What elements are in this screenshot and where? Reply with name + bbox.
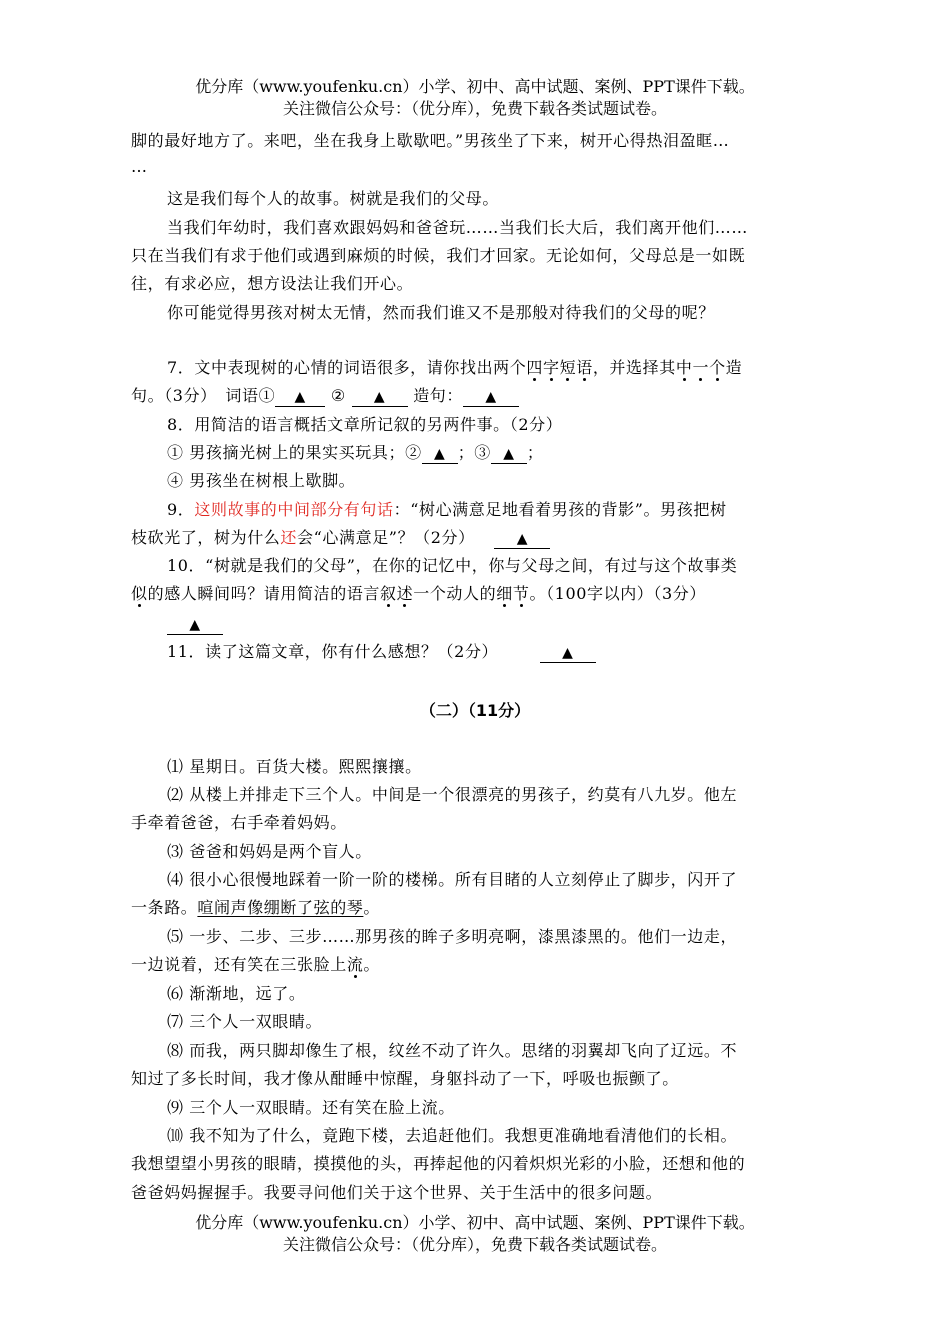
q9-highlight: 这则故事的中间部分有句话: [194, 500, 394, 519]
paragraph-6: ⑹ 渐渐地，远了。: [167, 984, 306, 1003]
story-line-6: 往，有求必应，想方设法让我们开心。: [131, 274, 414, 293]
footer-line-2: 关注微信公众号：（优分库），免费下载各类试题试卷。: [282, 1235, 667, 1254]
question-9-line-1: [167, 498, 727, 522]
emphasis-dot-char: 个: [709, 358, 726, 377]
q7-line2-a: 句。（3分） 词语①: [131, 386, 276, 405]
q9-rest: ：“树心满意足地看着男孩的背影”。男孩把树: [393, 500, 727, 519]
section-2-title: （二）（11分）: [419, 701, 531, 720]
paragraph-5-line-2: [131, 953, 380, 977]
paragraph-9: ⑼ 三个人一双眼睛。还有笑在脸上流。: [167, 1098, 455, 1117]
emphasis-dot-char: 短: [559, 358, 577, 377]
question-10-line-2: [131, 582, 706, 606]
question-7-line-1: [167, 356, 742, 380]
emphasis-dot-char: 字: [543, 358, 560, 377]
q10-emph-xijie: [496, 584, 529, 603]
paragraph-10-line-3: 爸爸妈妈握握手。我要寻问他们关于这个世界、关于生活中的很多问题。: [131, 1183, 663, 1202]
emphasis-dot-char: 中: [675, 358, 693, 377]
p4-underlined-sentence: 喧闹声像绷断了弦的琴: [197, 898, 364, 917]
story-line-5: 只在当我们有求于他们或遇到麻烦的时候，我们才回家。无论如何，父母总是一如既: [131, 246, 746, 265]
paragraph-8-line-1: ⑻ 而我，两只脚却像生了根，纹丝不动了许久。思绪的羽翼却飞向了辽远。不: [167, 1041, 738, 1060]
question-10-line-1: [167, 554, 737, 578]
q10-l2f: 。（100字以内）（3分）: [529, 584, 706, 603]
q9-l2-highlight: 还: [280, 528, 298, 547]
paragraph-2-line-2: 手牵着爸爸，右手牵着妈妈。: [131, 813, 347, 832]
paragraph-1: ⑴ 星期日。百货大楼。熙熙攘攘。: [167, 757, 422, 776]
question-7-line-2: [131, 384, 519, 408]
q8-end: ；: [526, 443, 544, 462]
paragraph-10-line-1: ⑽ 我不知为了什么，竟跑下楼，去追赶他们。我想更准确地看清他们的长相。: [167, 1126, 738, 1145]
p5-emph-liu: 流: [346, 955, 364, 974]
q7-keyword-one: [676, 358, 726, 377]
paragraph-4-line-1: ⑷ 很小心很慢地踩着一阶一阶的楼梯。所有目睹的人立刻停止了脚步，闪开了: [167, 870, 738, 889]
q11-prompt: 11．读了这篇文章，你有什么感想？（2分）: [167, 642, 499, 661]
paragraph-7: ⑺ 三个人一双眼睛。: [167, 1012, 323, 1031]
q7-sentence-blank[interactable]: ▲: [463, 388, 519, 407]
q7-line2-b: ②: [330, 386, 346, 405]
emphasis-dot-char: 节: [512, 584, 530, 603]
emphasis-dot-char: 语: [576, 358, 593, 377]
q7-keyword-four-char: [526, 358, 592, 377]
q8-blank-2[interactable]: ▲: [422, 445, 458, 464]
question-9-line-2: [131, 526, 550, 550]
paragraph-10-line-2: 我想望望小男孩的眼睛，摸摸他的头，再捧起他的闪着炽炽光彩的小脸，还想和他的: [131, 1154, 746, 1173]
q7-word2-blank[interactable]: ▲: [352, 388, 408, 407]
q10-emph-xushu: [380, 584, 413, 603]
paragraph-8-line-2: 知过了多长时间，我才像从酣睡中惊醒，身躯抖动了一下，呼吸也振颤了。: [131, 1069, 679, 1088]
story-line-2: …: [131, 157, 148, 176]
q9-l2a: 枝砍光了，树为什么: [131, 528, 281, 547]
q11-answer-blank[interactable]: ▲: [540, 644, 596, 663]
question-11-line: [167, 640, 596, 664]
header-line-2: 关注微信公众号：（优分库），免费下载各类试题试卷。: [282, 99, 667, 118]
paragraph-2-line-1: ⑵ 从楼上并排走下三个人。中间是一个很漂亮的男孩子，约莫有八九岁。他左: [167, 785, 738, 804]
paragraph-5-line-1: ⑸ 一步、二步、三步……那男孩的眸子多明亮啊，漆黑漆黑的。他们一边走，: [167, 927, 738, 946]
paragraph-4-line-2: [131, 896, 380, 920]
story-line-1: 脚的最好地方了。来吧，坐在我身上歇歇吧。”男孩坐了下来，树开心得热泪盈眶…: [131, 131, 730, 150]
p4-period: 。: [363, 898, 381, 917]
q7-word1-blank[interactable]: ▲: [275, 388, 325, 407]
paragraph-3: ⑶ 爸爸和妈妈是两个盲人。: [167, 842, 372, 861]
p5-period: 。: [363, 955, 381, 974]
question-8-prompt: 8．用简洁的语言概括文章所记叙的另两件事。（2分）: [167, 415, 563, 434]
emphasis-dot-char: 叙: [380, 584, 397, 603]
q10-l1: 10．“树就是我们的父母”，在你的记忆中，你与父母之间，有过与这个故事类: [167, 556, 738, 575]
emphasis-dot-char: 四: [526, 358, 543, 377]
question-10-answer-line: [167, 612, 223, 636]
q7-line2-c: 造句：: [413, 386, 464, 405]
q9-num: 9．: [167, 500, 195, 519]
question-8-items: [167, 441, 544, 465]
q8-blank-3[interactable]: ▲: [491, 445, 527, 464]
q8-sep: ；③: [457, 443, 491, 462]
footer-line-1: 优分库（www.youfenku.cn）小学、初中、高中试题、案例、PPT课件下载。: [195, 1213, 755, 1232]
q10-l2d: 一个动人的: [413, 584, 497, 603]
q10-emph-si: 似: [131, 584, 148, 603]
emphasis-dot-char: 细: [496, 584, 513, 603]
p5-text: 一边说着，还有笑在三张脸上: [131, 955, 347, 974]
q7-text-e: 造: [725, 358, 743, 377]
emphasis-dot-char: 述: [396, 584, 414, 603]
q9-answer-blank[interactable]: ▲: [494, 530, 550, 549]
question-8-item-4: ④ 男孩坐在树根上歇脚。: [167, 471, 356, 490]
q10-l2b: 的感人瞬间吗？请用简洁的语言: [147, 584, 381, 603]
q8-item-1: ① 男孩摘光树上的果实买玩具；②: [167, 443, 422, 462]
story-line-3: 这是我们每个人的故事。树就是我们的父母。: [167, 189, 500, 208]
story-line-4: 当我们年幼时，我们喜欢跟妈妈和爸爸玩……当我们长大后，我们离开他们……: [167, 218, 749, 237]
q7-text-c: ，并选择其: [592, 358, 676, 377]
q7-text-a: 7．文中表现树的心情的词语很多，请你找出两个: [167, 358, 527, 377]
header-line-1: 优分库（www.youfenku.cn）小学、初中、高中试题、案例、PPT课件下载。: [195, 77, 755, 96]
emphasis-dot-char: 一: [692, 358, 710, 377]
p4-text: 一条路。: [131, 898, 198, 917]
q10-answer-blank[interactable]: ▲: [167, 616, 223, 635]
story-line-7: 你可能觉得男孩对树太无情，然而我们谁又不是那般对待我们的父母的呢？: [167, 303, 715, 322]
q9-l2b: 会“心满意足”？（2分）: [297, 528, 475, 547]
